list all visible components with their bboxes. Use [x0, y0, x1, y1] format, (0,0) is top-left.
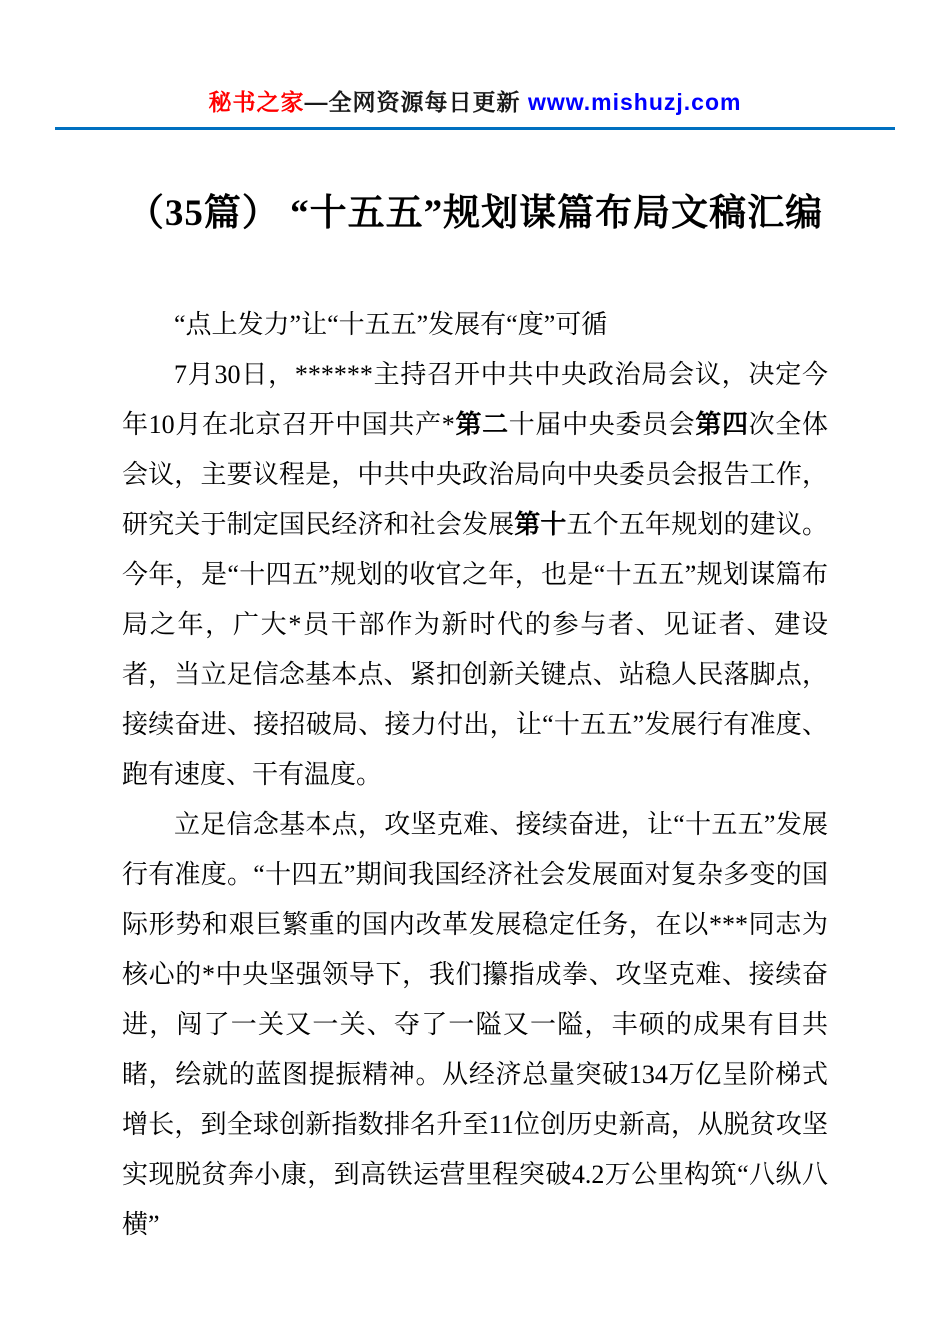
brand-text: 秘书之家 — [208, 89, 305, 115]
paragraph — [122, 800, 828, 1250]
document-body — [0, 300, 950, 1250]
paragraph-segment: 次全体会议，主要议程是，中共中央政治局向中央委员会报告工作，研究关于制定国民经济和社会发展 — [122, 410, 828, 539]
paragraph-segment: 立足信念基本点，攻坚克难、接续奋进，让“十五五”发展行有准度。“十四五”期间我国经济社会发展面对复杂多变的国际形势和艰巨繁重的国内改革发展稳定任务，在以***同志为核心的*中央坚强领导下，我们攥指成拳、攻坚克难、接续奋进，闯了一关又一关、夺了一隘又一隘，丰硕的成果有目共睹，绘就的蓝图提振精神。从经济总量突破134万亿呈阶梯式增长，到全球创新指数排名升至11位创历史新高，从脱贫攻坚实现脱贫奔小康，到高铁运营里程突破4.2万公里构筑“八纵八横” — [122, 810, 828, 1239]
paragraph-segment-bold: 第二 — [454, 410, 509, 439]
paragraph — [122, 350, 828, 800]
paragraph-segment: 7月30日，******主持召开中共中央政治局会议，决定今年10月在北京召开中国共产* — [122, 360, 828, 439]
tagline-text: —全网资源每日更新 — [304, 89, 528, 115]
document-header — [0, 84, 950, 117]
paragraph-segment: 五个五年规划的建议。今年，是“十四五”规划的收官之年，也是“十五五”规划谋篇布局之年，广大*员干部作为新时代的参与者、见证者、建设者，当立足信念基本点、紧扣创新关键点、站稳人民落脚点，接续奋进、接招破局、接力付出，让“十五五”发展行有准度、跑有速度、干有温度。 — [122, 510, 828, 789]
paragraph-segment: “点上发力”让“十五五”发展有“度”可循 — [174, 310, 608, 339]
url-text: www.mishuzj.com — [527, 89, 742, 115]
paragraph — [122, 300, 828, 350]
paragraph-segment: 十届中央委员会 — [508, 410, 696, 439]
header-rule — [55, 127, 895, 130]
paragraph-segment-bold: 第四 — [695, 410, 749, 439]
paragraph-segment-bold: 第十 — [514, 510, 567, 539]
page-title: （35篇） “十五五”规划谋篇布局文稿汇编 — [126, 193, 824, 234]
